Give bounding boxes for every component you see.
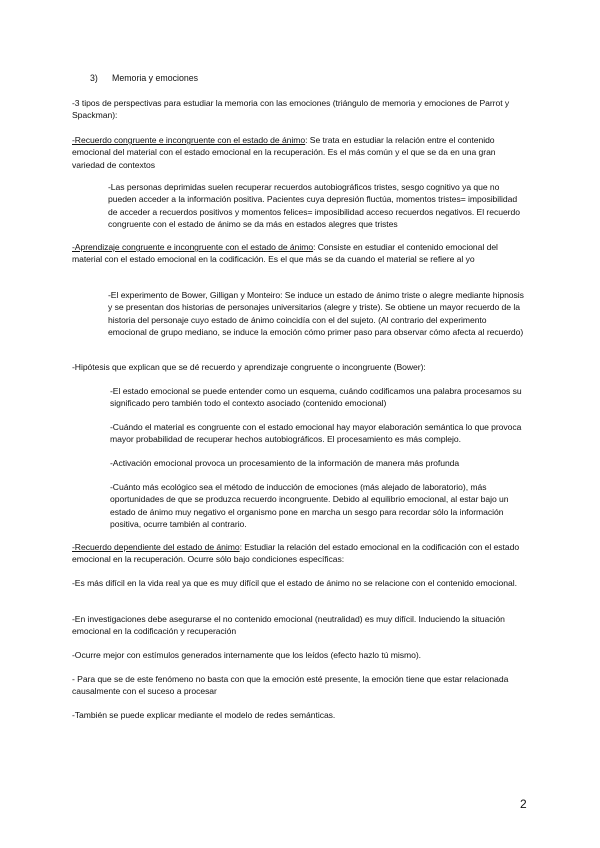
dependent-recall-text: : Estudiar la relación del estado emocional en la codificación con el estado emocional en la recuperación. Ocurre sólo bajo condiciones específicas: <box>72 542 520 565</box>
congruent-recall-text: : Se trata en estudiar la relación entre el contenido emocional del material con el estado emocional en la recuperación. Es el más común y el que se da en una gran variedad de contextos <box>72 135 496 170</box>
mood-dependent-recall-paragraph <box>72 541 524 566</box>
condition-causal-relation: - Para que se de este fenómeno no basta con que la emoción esté presente, la emoción tiene que estar relacionada causalmente con el suceso a procesar <box>72 674 509 697</box>
page-number: 2 <box>520 797 527 811</box>
bower-experiment-paragraph: -El experimento de Bower, Gilligan y Monteiro: Se induce un estado de ánimo triste o alegre mediante hipnosis y se presentan dos historias de personajes universitarios (alegre y triste). Se obtiene un mayor recuerdo de la historia del personaje cuyo estado de ánimo coincidía con el del sujeto. (Al contrario del experimento emocional de grupo mediano, se induce la emoción cómo primer paso para observar cómo afecta al recuerdo) <box>108 290 524 338</box>
term-congruent-learning: -Aprendizaje congruente e incongruente con el estado de ánimo <box>72 242 314 252</box>
hypothesis-schema: -El estado emocional se puede entender como un esquema, cuándo codificamos una palabra procesamos su significado pero también todo el contexto asociado (contenido emocional) <box>110 386 522 409</box>
hypothesis-activation: -Activación emocional provoca un procesamiento de la información de manera más profunda <box>110 458 460 468</box>
term-dependent-recall: -Recuerdo dependiente del estado de ánimo <box>72 542 240 552</box>
condition-real-life: -Es más difícil en la vida real ya que es muy difícil que el estado de ánimo no se relacione con el contenido emocional. <box>72 578 517 588</box>
mood-congruent-recall-paragraph <box>72 134 524 171</box>
congruent-learning-text: : Consiste en estudiar el contenido emocional del material con el estado emocional en la codificación. Es el que más se da cuando el material se refiere al yo <box>72 242 498 265</box>
condition-neutrality: -En investigaciones debe asegurarse el no contenido emocional (neutralidad) es muy difícil. Induciendo la situación emocional en la codificación y recuperación <box>72 614 505 637</box>
term-congruent-recall: -Recuerdo congruente e incongruente con el estado de ánimo <box>72 135 306 145</box>
intro-paragraph: -3 tipos de perspectivas para estudiar la memoria con las emociones (triángulo de memoria y emociones de Parrot y Spackman): <box>72 98 510 121</box>
hypothesis-elaboration: -Cuándo el material es congruente con el estado emocional hay mayor elaboración semántica lo que provoca mayor probabilidad de recuperar hechos autobiográficos. El procesamiento es más complejo. <box>110 422 522 445</box>
depression-example-paragraph: -Las personas deprimidas suelen recuperar recuerdos autobiográficos tristes, sesgo cognitivo ya que no pueden acceder a la información positiva. Pacientes cuya depresión fluctúa, momentos tristes= imposibilidad de acceder a recuerdos positivos y momentos felices= imposibilidad acceso recuerdos negativos. El recuerdo congruente con el estado de ánimo se da más en estados alegres que tristes <box>108 182 520 230</box>
section-heading <box>90 73 198 83</box>
condition-semantic-networks: -También se puede explicar mediante el modelo de redes semánticas. <box>72 710 336 720</box>
section-title: Memoria y emociones <box>112 73 199 83</box>
mood-congruent-learning-paragraph <box>72 241 524 266</box>
section-number: 3) <box>90 73 98 83</box>
hypothesis-ecological: -Cuánto más ecológico sea el método de inducción de emociones (más alejado de laboratorio), más oportunidades de que se produzca recuerdo incongruente. Debido al equilibrio emocional, al estar bajo un estado de ánimo muy negativo el organismo pone en marcha un sesgo para recordar sólo la información positiva, ocurre también al contrario. <box>110 482 509 530</box>
condition-internal-stimuli: -Ocurre mejor con estímulos generados internamente que los leídos (efecto hazlo tú mismo). <box>72 650 421 660</box>
hypotheses-paragraph: -Hipótesis que explican que se dé recuerdo y aprendizaje congruente o incongruente (Bower): <box>72 362 426 372</box>
